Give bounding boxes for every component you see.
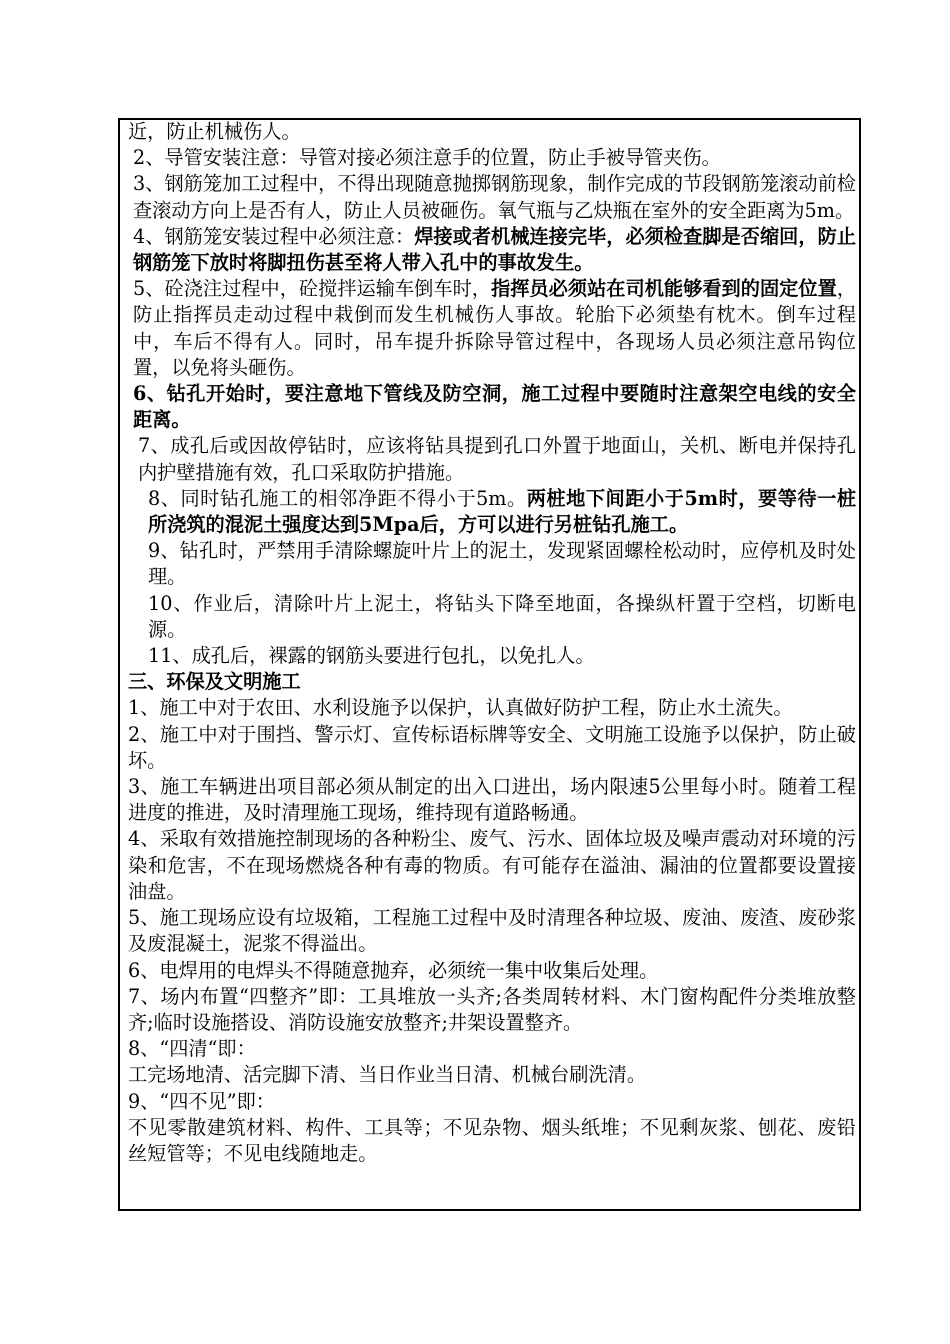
paragraph-15: 3、施工车辆进出项目部必须从制定的出入口进出，场内限速5公里每小时。随着工程进度的推进，及时清理施工现场，维持现有道路畅通。 bbox=[128, 775, 856, 825]
paragraph-14: 2、施工中对于围挡、警示灯、宣传标语标牌等安全、文明施工设施予以保护，防止破坏。 bbox=[128, 722, 856, 772]
paragraph-9: 9、钻孔时，严禁用手清除螺旋叶片上的泥土，发现紧固螺栓松动时，应停机及时处理。 bbox=[148, 539, 856, 589]
paragraph-20: 8、“四清“即： bbox=[128, 1037, 256, 1061]
paragraph-13: 1、施工中对于农田、水利设施予以保护，认真做好防护工程，防止水土流失。 bbox=[128, 696, 793, 720]
paragraph-17: 5、施工现场应设有垃圾箱，工程施工过程中及时清理各种垃圾、废油、废渣、废砂浆及废混凝土，泥浆不得溢出。 bbox=[128, 906, 856, 956]
paragraph-4: 4、钢筋笼安装过程中必须注意：焊接或者机械连接完毕，必须检查脚是否缩回，防止钢筋笼下放时将脚扭伤甚至将人带入孔中的事故发生。 bbox=[133, 224, 857, 275]
paragraph-18: 6、电焊用的电焊头不得随意抛弃，必须统一集中收集后处理。 bbox=[128, 958, 659, 982]
paragraph-8: 8、同时钻孔施工的相邻净距不得小于5m。两桩地下间距小于5m时，要等待一桩所浇筑的混泥土强度达到5Mpa后，方可以进行另桩钻孔施工。 bbox=[148, 486, 857, 537]
document-body bbox=[128, 119, 856, 1167]
paragraph-22: 9、“四不见”即： bbox=[128, 1089, 275, 1113]
paragraph-7: 7、成孔后或因故停钻时，应该将钻具提到孔口外置于地面山，关机、断电并保持孔内护壁措施有效，孔口采取防护措施。 bbox=[138, 434, 856, 484]
paragraph-1: 近，防止机械伤人。 bbox=[128, 120, 301, 143]
paragraph-2: 2、导管安装注意：导管对接必须注意手的位置，防止手被导管夹伤。 bbox=[133, 146, 721, 170]
paragraph-21: 工完场地清、活完脚下清、当日作业当日清、机械台刷洗清。 bbox=[128, 1063, 647, 1087]
paragraph-16: 4、采取有效措施控制现场的各种粉尘、废气、污水、固体垃圾及噪声震动对环境的污染和危害，不在现场燃烧各种有毒的物质。有可能存在溢油、漏油的位置都要设置接油盘。 bbox=[128, 827, 856, 903]
section-heading-environmental: 三、环保及文明施工 bbox=[128, 670, 301, 694]
paragraph-11: 11、成孔后，裸露的钢筋头要进行包扎，以免扎人。 bbox=[148, 644, 595, 668]
paragraph-23: 不见零散建筑材料、构件、工具等；不见杂物、烟头纸堆；不见剩灰浆、刨花、废铅丝短管等；不见电线随地走。 bbox=[128, 1115, 856, 1165]
paragraph-6: 6、钻孔开始时，要注意地下管线及防空洞，施工过程中要随时注意架空电线的安全距离。 bbox=[133, 382, 856, 432]
paragraph-19: 7、场内布置“四整齐”即：工具堆放一头齐;各类周转材料、木门窗构配件分类堆放整齐;临时设施搭设、消防设施安放整齐;井架设置整齐。 bbox=[128, 984, 856, 1034]
paragraph-5: 5、砼浇注过程中，砼搅拌运输车倒车时，指挥员必须站在司机能够看到的固定位置，防止指挥员走动过程中栽倒而发生机械伤人事故。轮胎下必须垫有枕木。倒车过程中，车后不得有人。同时，吊车提升拆除导管过程中，各现场人员必须注意吊钩位置，以免将头砸伤。 bbox=[133, 277, 856, 379]
paragraph-3: 3、钢筋笼加工过程中，不得出现随意抛掷钢筋现象，制作完成的节段钢筋笼滚动前检查滚动方向上是否有人，防止人员被砸伤。氧气瓶与乙炔瓶在室外的安全距离为5m。 bbox=[133, 172, 856, 222]
paragraph-10: 10、作业后，清除叶片上泥土，将钻头下降至地面，各操纵杆置于空档，切断电源。 bbox=[148, 591, 856, 641]
